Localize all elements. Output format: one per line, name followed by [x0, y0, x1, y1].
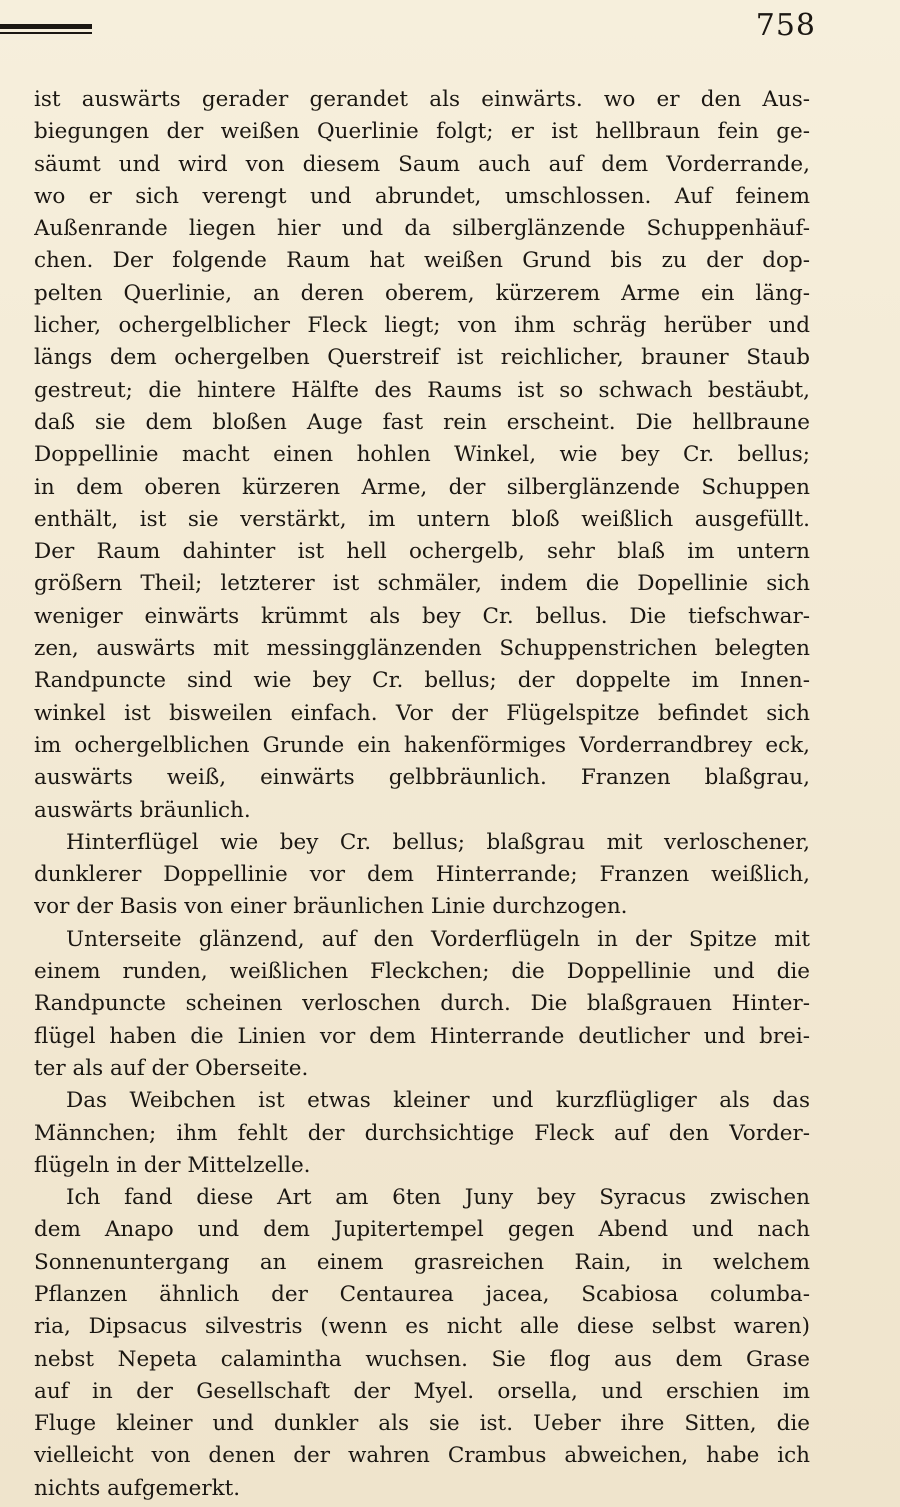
text-line: daß sie dem bloßen Auge fast rein erscheint. Die hellbraune	[34, 409, 810, 435]
text-line: auf in der Gesellschaft der Myel. orsella, und erschien im	[34, 1378, 810, 1404]
text-line: im ochergelblichen Grunde ein hakenförmiges Vorderrandbrey eck,	[34, 732, 810, 758]
header-rule	[0, 24, 92, 29]
text-line: flügeln in der Mittelzelle.	[34, 1152, 311, 1178]
text-line: dem Anapo und dem Jupitertempel gegen Abend und nach	[34, 1217, 810, 1243]
header-rule-thin	[0, 32, 92, 34]
text-line: gestreut; die hintere Hälfte des Raums ist so schwach bestäubt,	[34, 377, 810, 403]
text-line: Doppellinie macht einen hohlen Winkel, wie bey Cr. bellus;	[34, 442, 810, 468]
text-line: biegungen der weißen Querlinie folgt; er ist hellbraun fein ge-	[34, 119, 810, 145]
text-line: Randpuncte scheinen verloschen durch. Die blaßgrauen Hinter-	[34, 991, 810, 1017]
text-line: längs dem ochergelben Querstreif ist reichlicher, brauner Staub	[34, 345, 810, 371]
text-line: Männchen; ihm fehlt der durchsichtige Fleck auf den Vorder-	[34, 1120, 810, 1146]
text-line: nebst Nepeta calamintha wuchsen. Sie flog aus dem Grase	[34, 1346, 810, 1372]
text-line: dunklerer Doppellinie vor dem Hinterrande; Franzen weißlich,	[34, 862, 810, 888]
text-line: in dem oberen kürzeren Arme, der silberglänzende Schuppen	[34, 474, 810, 500]
text-line: weniger einwärts krümmt als bey Cr. bellus. Die tiefschwar-	[34, 603, 810, 629]
text-line: Das Weibchen ist etwas kleiner und kurzflügliger als das	[66, 1088, 810, 1114]
text-line: Der Raum dahinter ist hell ochergelb, sehr blaß im untern	[34, 539, 810, 565]
text-line: Fluge kleiner und dunkler als sie ist. Ueber ihre Sitten, die	[34, 1411, 810, 1437]
text-line: vielleicht von denen der wahren Crambus abweichen, habe ich	[34, 1443, 810, 1469]
text-line: Randpuncte sind wie bey Cr. bellus; der doppelte im Innen-	[34, 668, 810, 694]
body-text	[34, 84, 810, 1505]
text-line: Pflanzen ähnlich der Centaurea jacea, Scabiosa columba-	[34, 1281, 810, 1307]
text-line: wo er sich verengt und abrundet, umschlossen. Auf feinem	[34, 183, 810, 209]
text-line: nichts aufgemerkt.	[34, 1475, 241, 1501]
text-line: enthält, ist sie verstärkt, im untern bloß weißlich ausgefüllt.	[34, 506, 810, 532]
text-line: Unterseite glänzend, auf den Vorderflügeln in der Spitze mit	[66, 926, 810, 952]
text-line: chen. Der folgende Raum hat weißen Grund bis zu der dop-	[34, 248, 810, 274]
text-line: pelten Querlinie, an deren oberem, kürzerem Arme ein läng-	[34, 280, 810, 306]
text-line: Ich fand diese Art am 6ten Juny bey Syracus zwischen	[66, 1185, 810, 1211]
text-line: größern Theil; letzterer ist schmäler, indem die Dopellinie sich	[34, 571, 810, 597]
text-line: ter als auf der Oberseite.	[34, 1055, 309, 1081]
text-line: einem runden, weißlichen Fleckchen; die Doppellinie und die	[34, 959, 810, 985]
text-line: vor der Basis von einer bräunlichen Linie durchzogen.	[34, 894, 628, 920]
text-line: Außenrande liegen hier und da silberglänzende Schuppenhäuf-	[34, 216, 810, 242]
text-line: Hinterflügel wie bey Cr. bellus; blaßgrau mit verloschener,	[66, 829, 810, 855]
text-line: flügel haben die Linien vor dem Hinterrande deutlicher und brei-	[34, 1023, 810, 1049]
text-line: ria, Dipsacus silvestris (wenn es nicht alle diese selbst waren)	[34, 1314, 810, 1340]
page-number: 758	[755, 8, 816, 43]
text-line: ist auswärts gerader gerandet als einwärts. wo er den Aus-	[34, 87, 810, 112]
text-line: auswärts weiß, einwärts gelbbräunlich. Franzen blaßgrau,	[34, 765, 810, 791]
text-line: licher, ochergelblicher Fleck liegt; von ihm schräg herüber und	[34, 313, 810, 339]
text-line: winkel ist bisweilen einfach. Vor der Flügelspitze befindet sich	[34, 700, 810, 726]
text-line: zen, auswärts mit messingglänzenden Schuppenstrichen belegten	[34, 636, 810, 662]
text-line: auswärts bräunlich.	[34, 797, 251, 823]
text-line: säumt und wird von diesem Saum auch auf dem Vorderrande,	[34, 151, 810, 177]
text-line: Sonnenuntergang an einem grasreichen Rain, in welchem	[34, 1249, 810, 1275]
